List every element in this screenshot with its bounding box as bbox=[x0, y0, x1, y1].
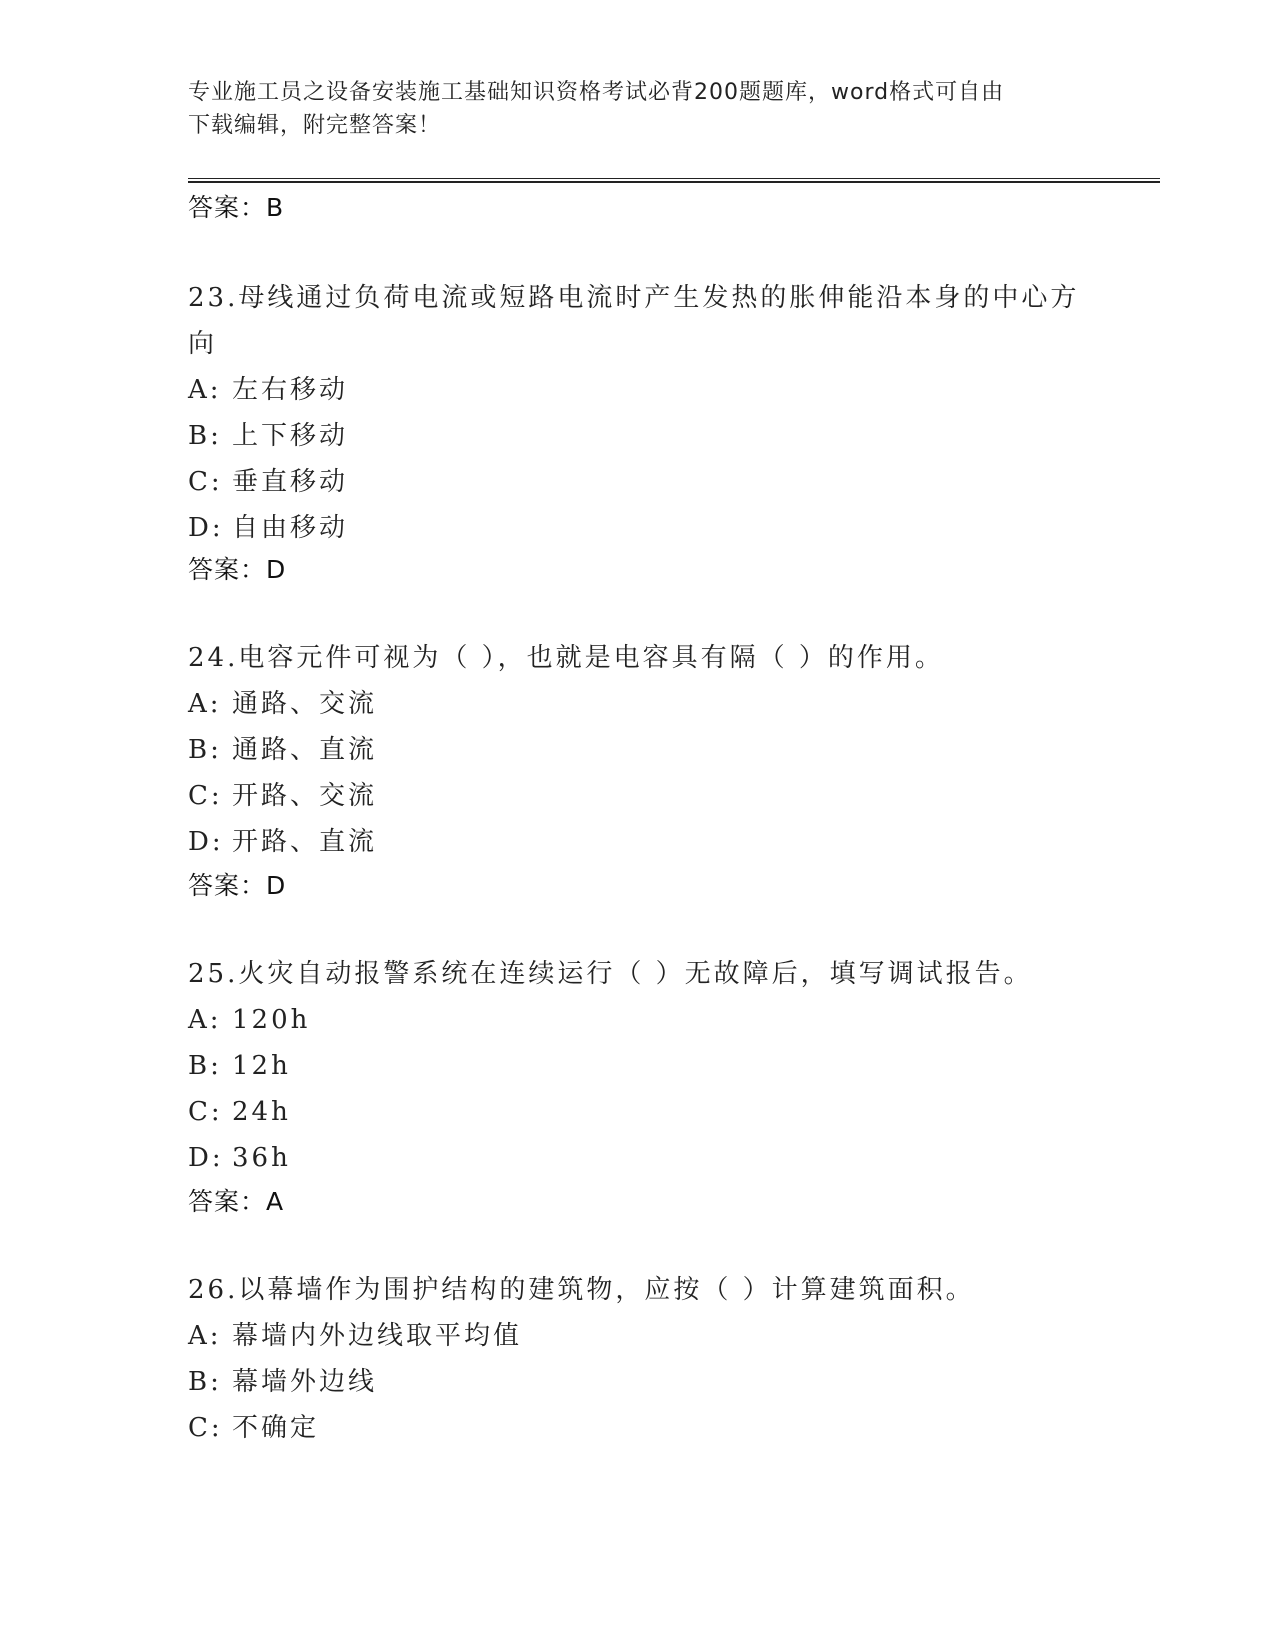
option-a[interactable] bbox=[188, 997, 1088, 1043]
question-line-1: 母线通过负荷电流或短路电流时产生发热的胀伸能沿本身的中心方 bbox=[238, 283, 1080, 313]
option-text: 开路、交流 bbox=[232, 781, 378, 811]
option-c[interactable] bbox=[188, 1405, 1088, 1451]
option-text: 左右移动 bbox=[232, 375, 349, 405]
answer-24: 答案：D bbox=[188, 871, 287, 900]
question-23 bbox=[188, 275, 1088, 551]
option-label: C: bbox=[188, 781, 223, 811]
option-text: 120h bbox=[232, 1005, 311, 1035]
question-26 bbox=[188, 1267, 1088, 1451]
question-line-2: 向 bbox=[188, 329, 218, 359]
option-a[interactable] bbox=[188, 1313, 1088, 1359]
option-d[interactable] bbox=[188, 1135, 1088, 1181]
question-text bbox=[188, 951, 1088, 997]
answer-prev: 答案：B bbox=[188, 193, 285, 222]
option-label: D: bbox=[188, 827, 224, 857]
option-label: A: bbox=[188, 1321, 222, 1351]
question-line-1: 火灾自动报警系统在连续运行（ ）无故障后，填写调试报告。 bbox=[238, 959, 1033, 989]
option-text: 幕墙内外边线取平均值 bbox=[232, 1321, 523, 1351]
option-label: C: bbox=[188, 1413, 223, 1443]
option-a[interactable] bbox=[188, 367, 1088, 413]
option-label: B: bbox=[188, 421, 222, 451]
question-number: 26. bbox=[188, 1275, 239, 1305]
option-text: 自由移动 bbox=[232, 513, 349, 543]
question-line-1: 电容元件可视为（ ），也就是电容具有隔（ ）的作用。 bbox=[238, 643, 944, 673]
option-list bbox=[188, 681, 1088, 865]
option-text: 通路、直流 bbox=[232, 735, 378, 765]
question-number: 23. bbox=[188, 283, 239, 313]
header-line-1: 专业施工员之设备安装施工基础知识资格考试必背200题题库，word格式可自由 bbox=[188, 80, 1005, 105]
option-d[interactable] bbox=[188, 505, 1088, 551]
option-label: C: bbox=[188, 1097, 223, 1127]
question-text bbox=[188, 275, 1088, 321]
option-label: B: bbox=[188, 735, 222, 765]
question-number: 25. bbox=[188, 959, 239, 989]
option-label: B: bbox=[188, 1051, 222, 1081]
option-label: A: bbox=[188, 375, 222, 405]
option-label: A: bbox=[188, 1005, 222, 1035]
option-text: 36h bbox=[232, 1143, 291, 1173]
question-text bbox=[188, 1267, 1088, 1313]
option-text: 不确定 bbox=[232, 1413, 320, 1443]
document-header bbox=[188, 76, 1088, 142]
question-number: 24. bbox=[188, 643, 239, 673]
question-text bbox=[188, 635, 1088, 681]
option-d[interactable] bbox=[188, 819, 1088, 865]
option-label: B: bbox=[188, 1367, 222, 1397]
option-text: 通路、交流 bbox=[232, 689, 378, 719]
option-text: 24h bbox=[232, 1097, 291, 1127]
option-c[interactable] bbox=[188, 459, 1088, 505]
option-list bbox=[188, 367, 1088, 551]
option-text: 开路、直流 bbox=[232, 827, 378, 857]
option-label: D: bbox=[188, 513, 224, 543]
option-b[interactable] bbox=[188, 1359, 1088, 1405]
option-label: D: bbox=[188, 1143, 224, 1173]
answer-25: 答案：A bbox=[188, 1187, 285, 1216]
option-a[interactable] bbox=[188, 681, 1088, 727]
option-text: 幕墙外边线 bbox=[232, 1367, 378, 1397]
option-text: 垂直移动 bbox=[232, 467, 349, 497]
option-label: A: bbox=[188, 689, 222, 719]
option-list bbox=[188, 997, 1088, 1181]
option-label: C: bbox=[188, 467, 223, 497]
option-b[interactable] bbox=[188, 413, 1088, 459]
option-list bbox=[188, 1313, 1088, 1451]
question-25 bbox=[188, 951, 1088, 1181]
header-divider bbox=[188, 178, 1160, 183]
answer-23: 答案：D bbox=[188, 555, 287, 584]
header-line-2: 下载编辑，附完整答案！ bbox=[188, 113, 442, 138]
option-b[interactable] bbox=[188, 1043, 1088, 1089]
option-text: 12h bbox=[232, 1051, 291, 1081]
option-c[interactable] bbox=[188, 773, 1088, 819]
question-line-1: 以幕墙作为围护结构的建筑物，应按（ ）计算建筑面积。 bbox=[238, 1275, 975, 1305]
question-24 bbox=[188, 635, 1088, 865]
option-c[interactable] bbox=[188, 1089, 1088, 1135]
option-text: 上下移动 bbox=[232, 421, 349, 451]
option-b[interactable] bbox=[188, 727, 1088, 773]
